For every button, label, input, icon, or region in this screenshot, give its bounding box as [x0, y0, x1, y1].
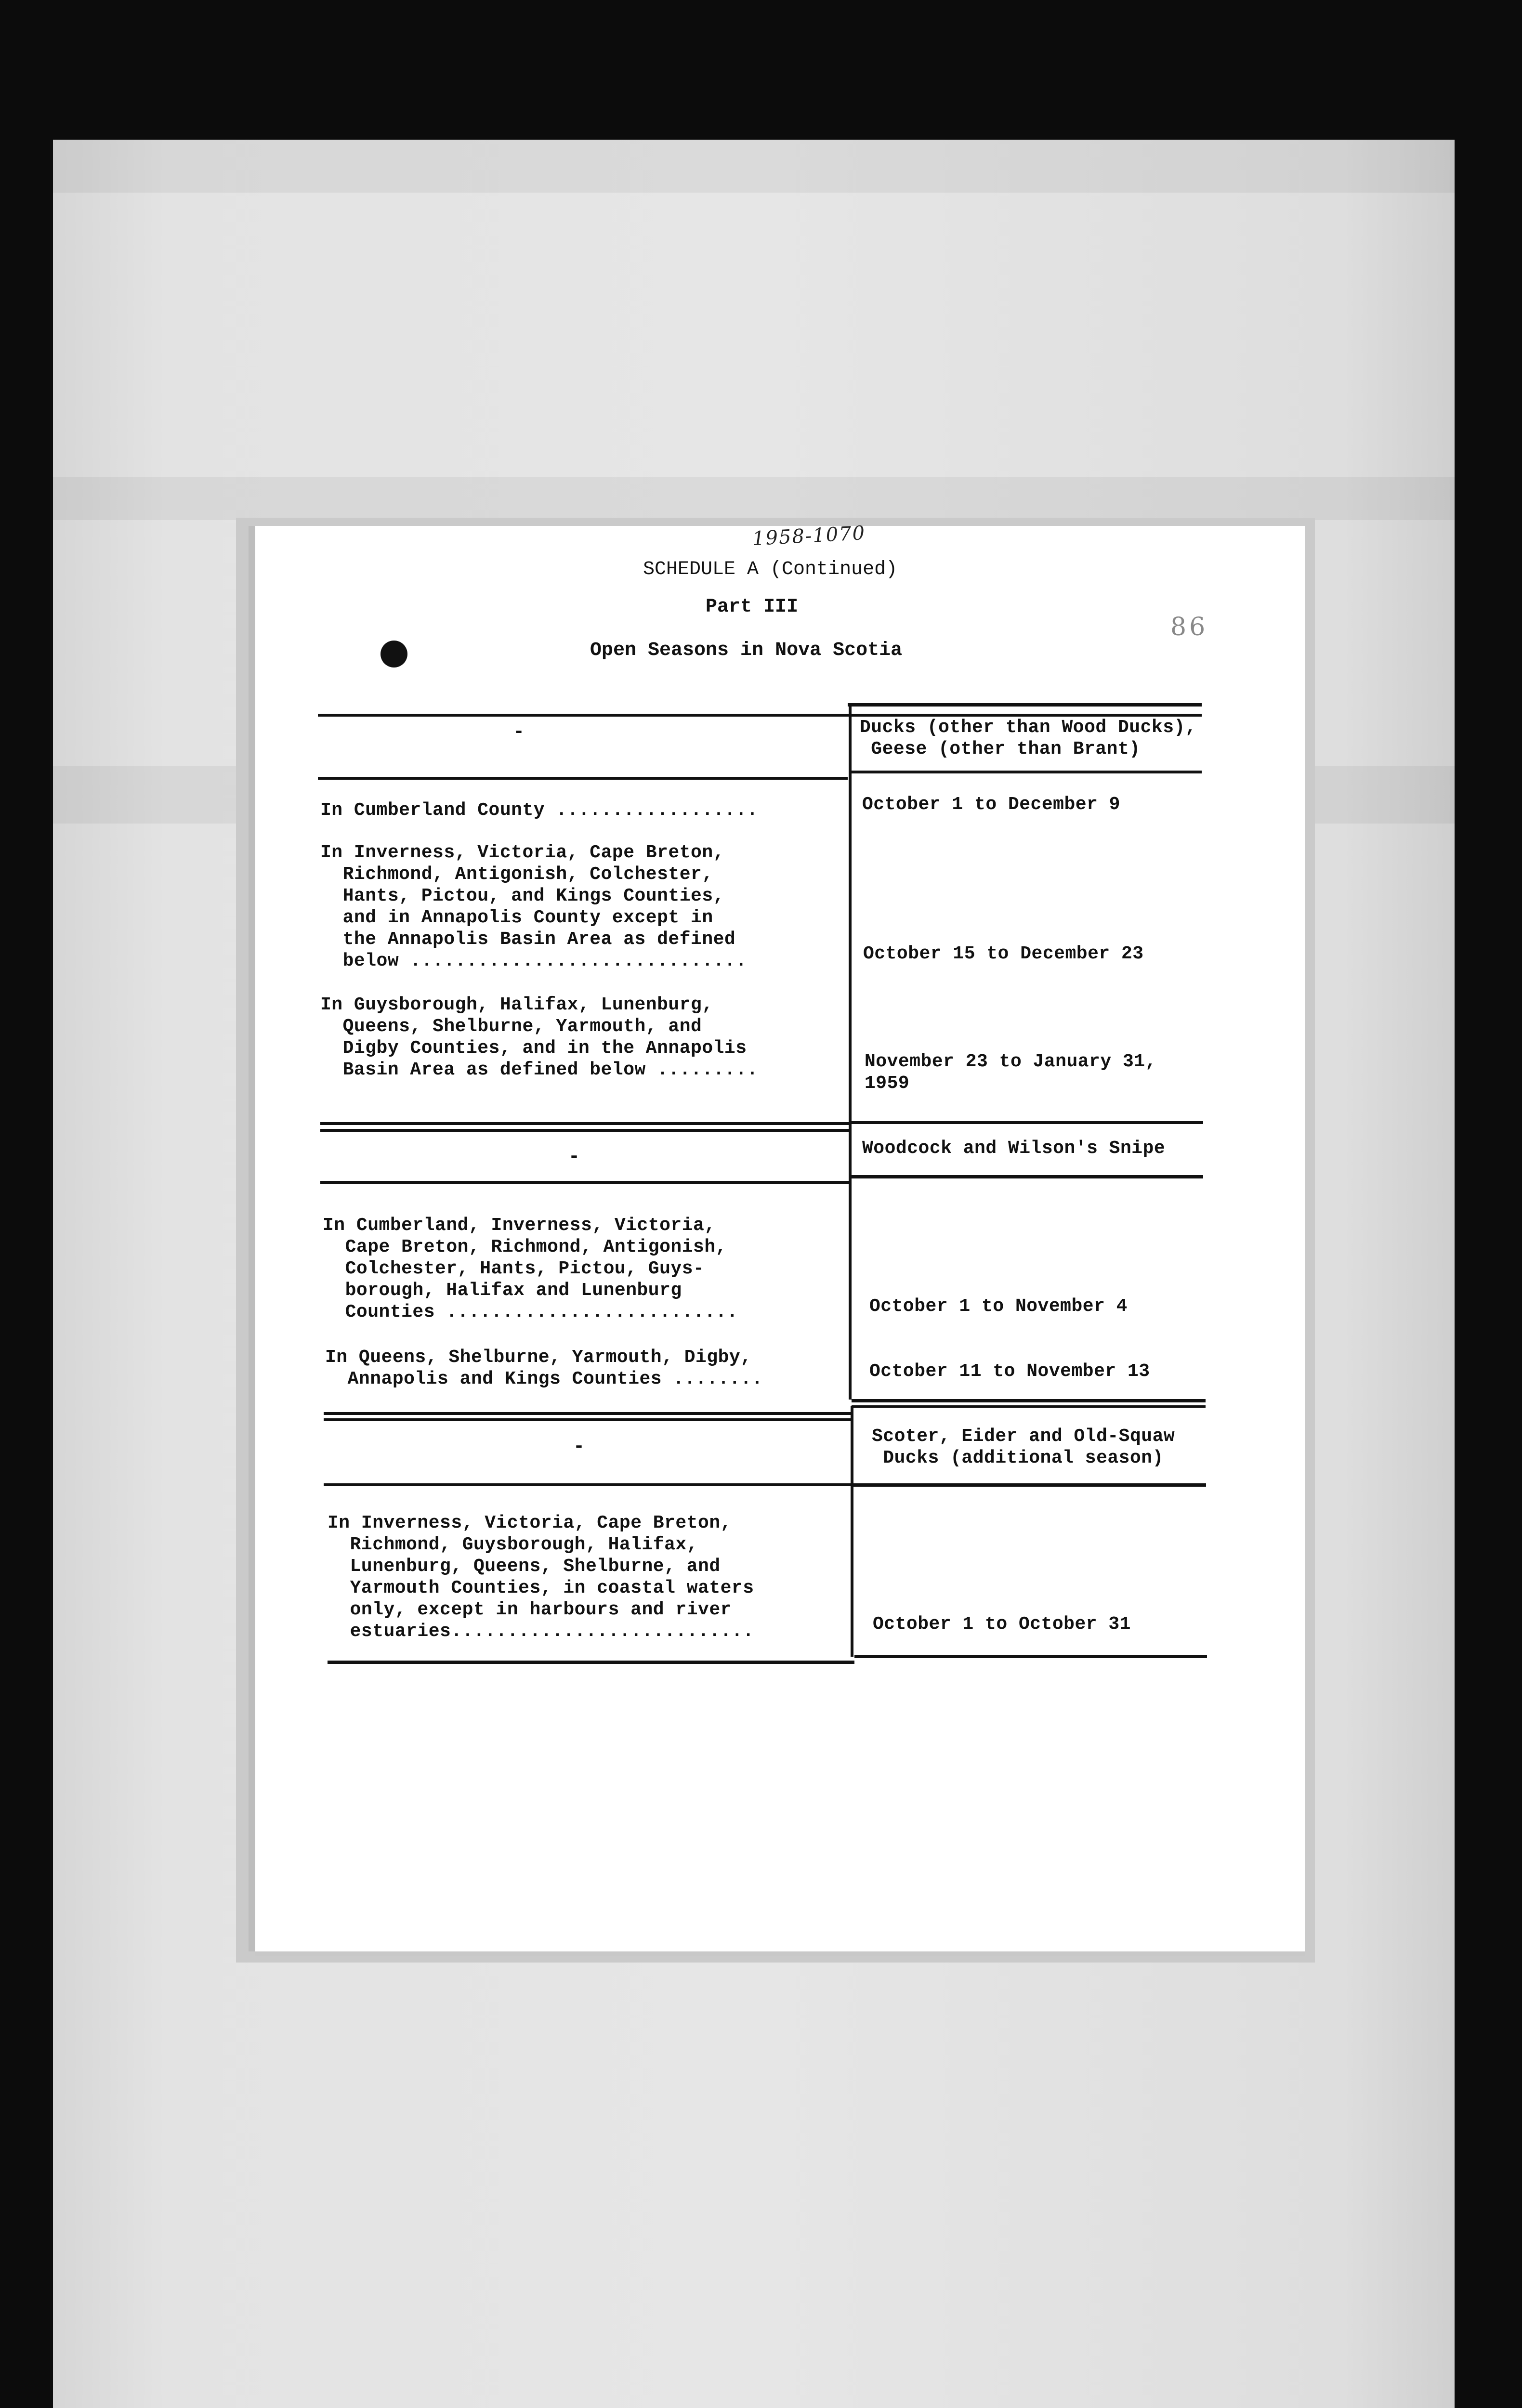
- table-rule: [849, 771, 1202, 773]
- table-rule: [318, 777, 848, 780]
- area-description: In Inverness, Victoria, Cape Breton, Richmond, Guysborough, Halifax, Lunenburg, Queens, Shelburne, and Yarmouth Counties, in coastal waters only, except in harbours and river estuaries...........................: [328, 1513, 754, 1642]
- blank-cell: -: [513, 721, 525, 743]
- season-dates: October 1 to November 4: [869, 1296, 1128, 1317]
- table-rule: [852, 1405, 1206, 1408]
- table-rule: [852, 1175, 1203, 1178]
- table-rule: [852, 1399, 1206, 1402]
- column-divider: [849, 1130, 852, 1400]
- area-description: In Cumberland County ..................: [320, 800, 758, 821]
- column-divider: [849, 706, 852, 1130]
- species-header: Ducks (other than Wood Ducks), Geese (other than Brant): [860, 717, 1197, 759]
- table-rule: [320, 1122, 852, 1125]
- season-dates: October 11 to November 13: [869, 1361, 1150, 1382]
- area-description: In Cumberland, Inverness, Victoria, Cape Breton, Richmond, Antigonish, Colchester, Hants, Pictou, Guys- borough, Halifax and Lunenburg Counties ..........................: [323, 1215, 738, 1322]
- table-rule: [853, 1483, 1206, 1487]
- area-description: In Queens, Shelburne, Yarmouth, Digby, Annapolis and Kings Counties ........: [325, 1347, 763, 1389]
- table-rule: [848, 703, 1202, 707]
- table-rule: [324, 1412, 852, 1415]
- season-dates: October 1 to October 31: [873, 1614, 1131, 1635]
- season-dates: October 1 to December 9: [862, 794, 1120, 815]
- species-header: Woodcock and Wilson's Snipe: [862, 1138, 1166, 1159]
- film-band-top: [53, 140, 1455, 193]
- table-rule: [324, 1418, 852, 1421]
- film-band: [53, 477, 1455, 520]
- page-title: Open Seasons in Nova Scotia: [590, 640, 903, 661]
- part-heading: Part III: [706, 596, 799, 618]
- season-dates: November 23 to January 31, 1959: [865, 1051, 1156, 1094]
- species-header: Scoter, Eider and Old-Squaw Ducks (additional season): [872, 1426, 1175, 1468]
- area-description: In Inverness, Victoria, Cape Breton, Richmond, Antigonish, Colchester, Hants, Pictou, and Kings Counties, and in Annapolis County except in the Annapolis Basin Area as defined below ..............................: [320, 842, 747, 971]
- table-rule: [320, 1129, 852, 1132]
- table-rule: [328, 1661, 854, 1664]
- schedule-heading: SCHEDULE A (Continued): [643, 559, 898, 580]
- season-dates: October 15 to December 23: [863, 943, 1144, 964]
- blank-cell: -: [573, 1436, 585, 1458]
- table-rule: [852, 1121, 1203, 1124]
- area-description: In Guysborough, Halifax, Lunenburg, Queens, Shelburne, Yarmouth, and Digby Counties, and in the Annapolis Basin Area as defined below .........: [320, 995, 758, 1080]
- table-rule: [320, 1181, 850, 1184]
- table-rule: [324, 1483, 852, 1486]
- column-divider: [851, 1406, 853, 1657]
- handwritten-reference: 1958-1070: [751, 522, 866, 550]
- punch-hole: [380, 641, 407, 667]
- table-rule: [854, 1655, 1207, 1658]
- page-number: 86: [1170, 613, 1208, 641]
- blank-cell: -: [568, 1146, 580, 1168]
